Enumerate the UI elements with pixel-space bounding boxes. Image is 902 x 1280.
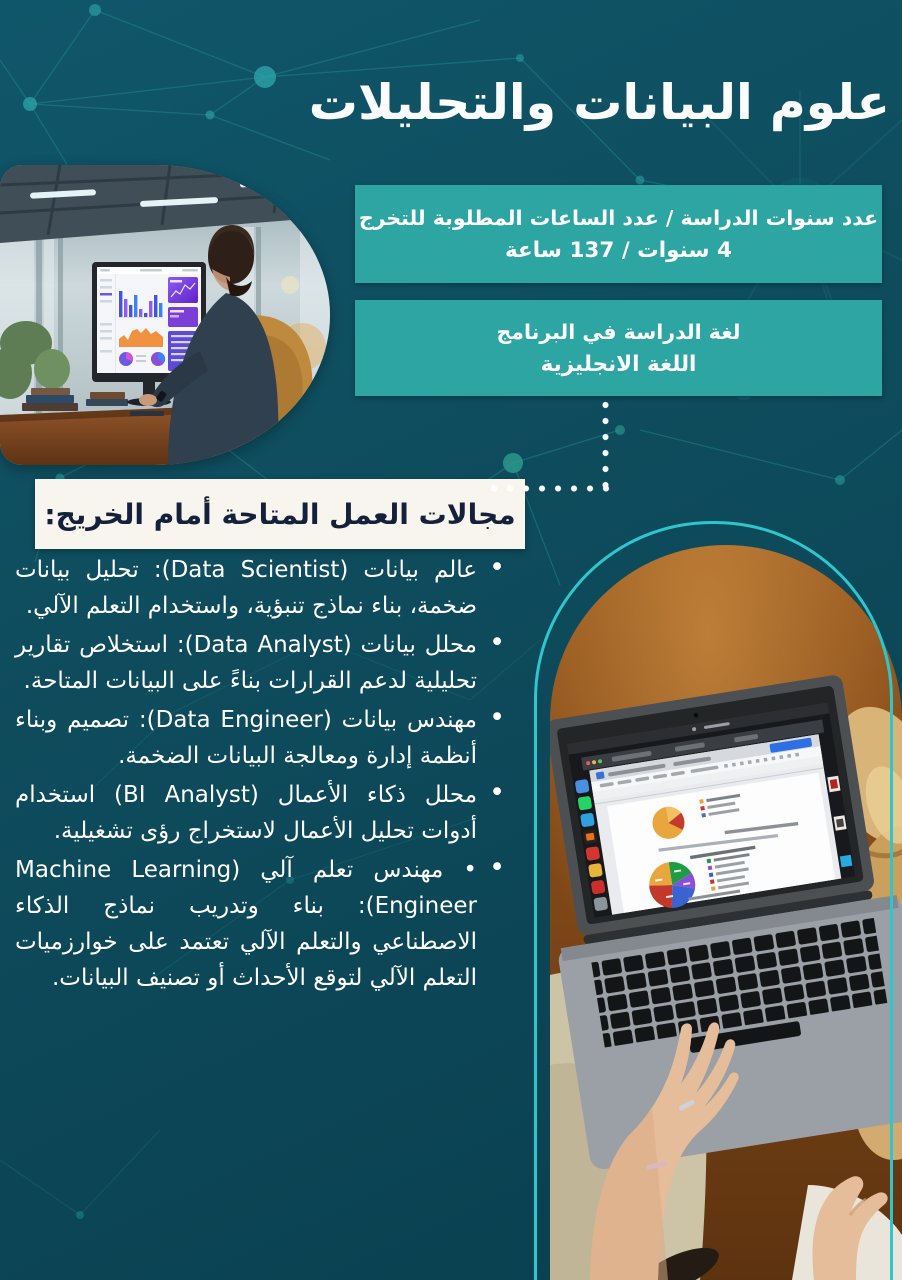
careers-heading: مجالات العمل المتاحة أمام الخريج: xyxy=(44,497,516,531)
info-box-language xyxy=(355,300,882,396)
careers-heading-box xyxy=(35,479,525,549)
language-label: لغة الدراسة في البرنامج xyxy=(496,319,741,344)
career-item-data-engineer: • مهندس بيانات (Data Engineer): تصميم وبناء أنظمة إدارة ومعالجة البيانات الضخمة. xyxy=(15,702,509,774)
duration-label: عدد سنوات الدراسة / عدد الساعات المطلوبة للتخرج xyxy=(358,205,879,230)
career-item-bi-analyst: • محلل ذكاء الأعمال (BI Analyst) استخدام أدوات تحليل الأعمال لاستخراج رؤى تشغيلية. xyxy=(15,777,509,849)
laptop-photo xyxy=(550,545,902,1280)
laptop-scene-illustration xyxy=(550,545,902,1280)
language-value: اللغة الانجليزية xyxy=(540,351,697,377)
dotted-connector-horizontal xyxy=(486,482,614,495)
careers-list xyxy=(15,552,509,999)
page-title: علوم البيانات والتحليلات xyxy=(308,74,890,131)
career-item-ml-engineer: • • مهندس تعلم آلي (Machine Learning Engineer): بناء وتدريب نماذج الذكاء الاصطناعي والتعلم الآلي تعتمد على خوارزميات التعلم الآلي لتوقع الأحداث أو تصنيف البيانات. xyxy=(15,852,509,996)
duration-value: 4 سنوات / 137 ساعة xyxy=(505,237,732,263)
docs-icon xyxy=(596,771,605,779)
dotted-connector-vertical xyxy=(599,397,612,493)
career-item-data-scientist: • عالم بيانات (Data Scientist): تحليل بيانات ضخمة، بناء نماذج تنبؤية، واستخدام التعلم الآلي. xyxy=(15,552,509,624)
career-item-data-analyst: • محلل بيانات (Data Analyst): استخلاص تقارير تحليلية لدعم القرارات بناءً على البيانات المتاحة. xyxy=(15,627,509,699)
info-box-duration xyxy=(355,185,882,283)
